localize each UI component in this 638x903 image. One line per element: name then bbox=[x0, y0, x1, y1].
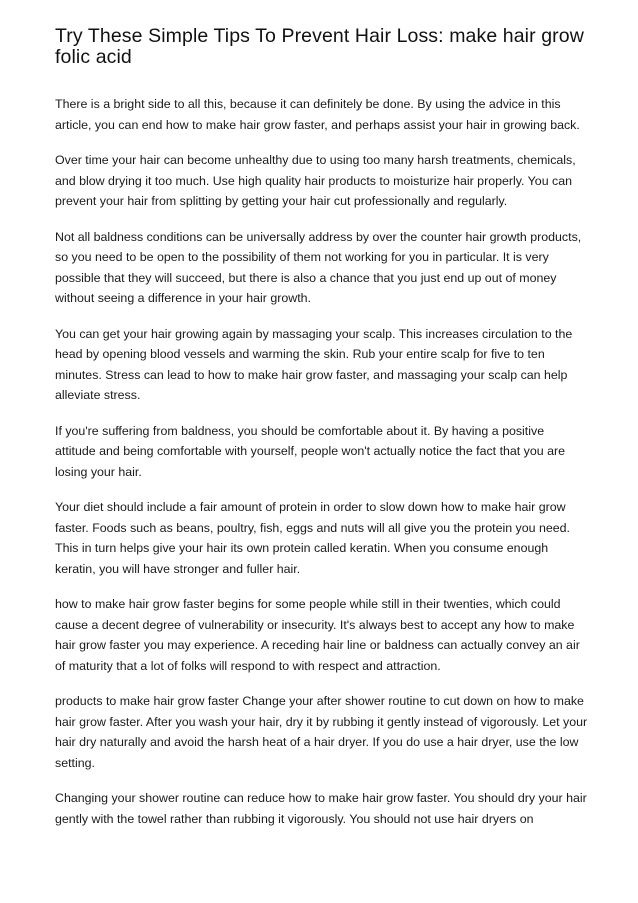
paragraph: You can get your hair growing again by massaging your scalp. This increases circulation to the head by opening blood vessels and warming the skin. Rub your entire scalp for five to ten minutes. Stress can lead to how to make hair grow faster, and massaging your scalp can help alleviate stress. bbox=[55, 326, 573, 402]
paragraph: Over time your hair can become unhealthy due to using too many harsh treatments, chemicals, and blow drying it too much. Use high quality hair products to moisturize hair properly. You can prevent your hair from splitting by getting your hair cut professionally and regularly. bbox=[55, 153, 576, 208]
paragraph: If you're suffering from baldness, you should be comfortable about it. By having a positive attitude and being comfortable with yourself, people won't actually notice the fact that you are losing your hair. bbox=[55, 423, 566, 479]
paragraph: There is a bright side to all this, because it can definitely be done. By using the advice in this article, you can end how to make hair grow faster, and perhaps assist your hair in growing back. bbox=[55, 97, 580, 132]
paragraph: Not all baldness conditions can be universally address by over the counter hair growth products, so you need to be open to the possibility of them not working for you in particular. It is very possible that they will succeed, but there is also a chance that you just end up out of money without seeing a difference in your hair growth. bbox=[55, 229, 582, 305]
paragraph: how to make hair grow faster begins for some people while still in their twenties, which could cause a decent degree of vulnerability or insecurity. It's always best to accept any how to make hair grow faster you may experience. A receding hair line or baldness can actually convey an air of maturity that a lot of folks will respond to with respect and attraction. bbox=[55, 597, 580, 673]
document-body bbox=[55, 94, 588, 844]
document-title: Try These Simple Tips To Prevent Hair Loss: make hair grow folic acid bbox=[55, 25, 584, 68]
paragraph: Changing your shower routine can reduce how to make hair grow faster. You should dry your hair gently with the towel rather than rubbing it vigorously. You should not use hair dryers on bbox=[55, 791, 587, 826]
paragraph: products to make hair grow faster Change your after shower routine to cut down on how to make hair grow faster. After you wash your hair, dry it by rubbing it gently instead of vigorously. Let your hair dry naturally and avoid the harsh heat of a hair dryer. If you do use a hair dryer, use the low setting. bbox=[55, 694, 588, 770]
paragraph: Your diet should include a fair amount of protein in order to slow down how to make hair grow faster. Foods such as beans, poultry, fish, eggs and nuts will all give you the protein you need. This in turn helps give your hair its own protein called keratin. When you consume enough keratin, you will have stronger and fuller hair. bbox=[55, 500, 570, 576]
